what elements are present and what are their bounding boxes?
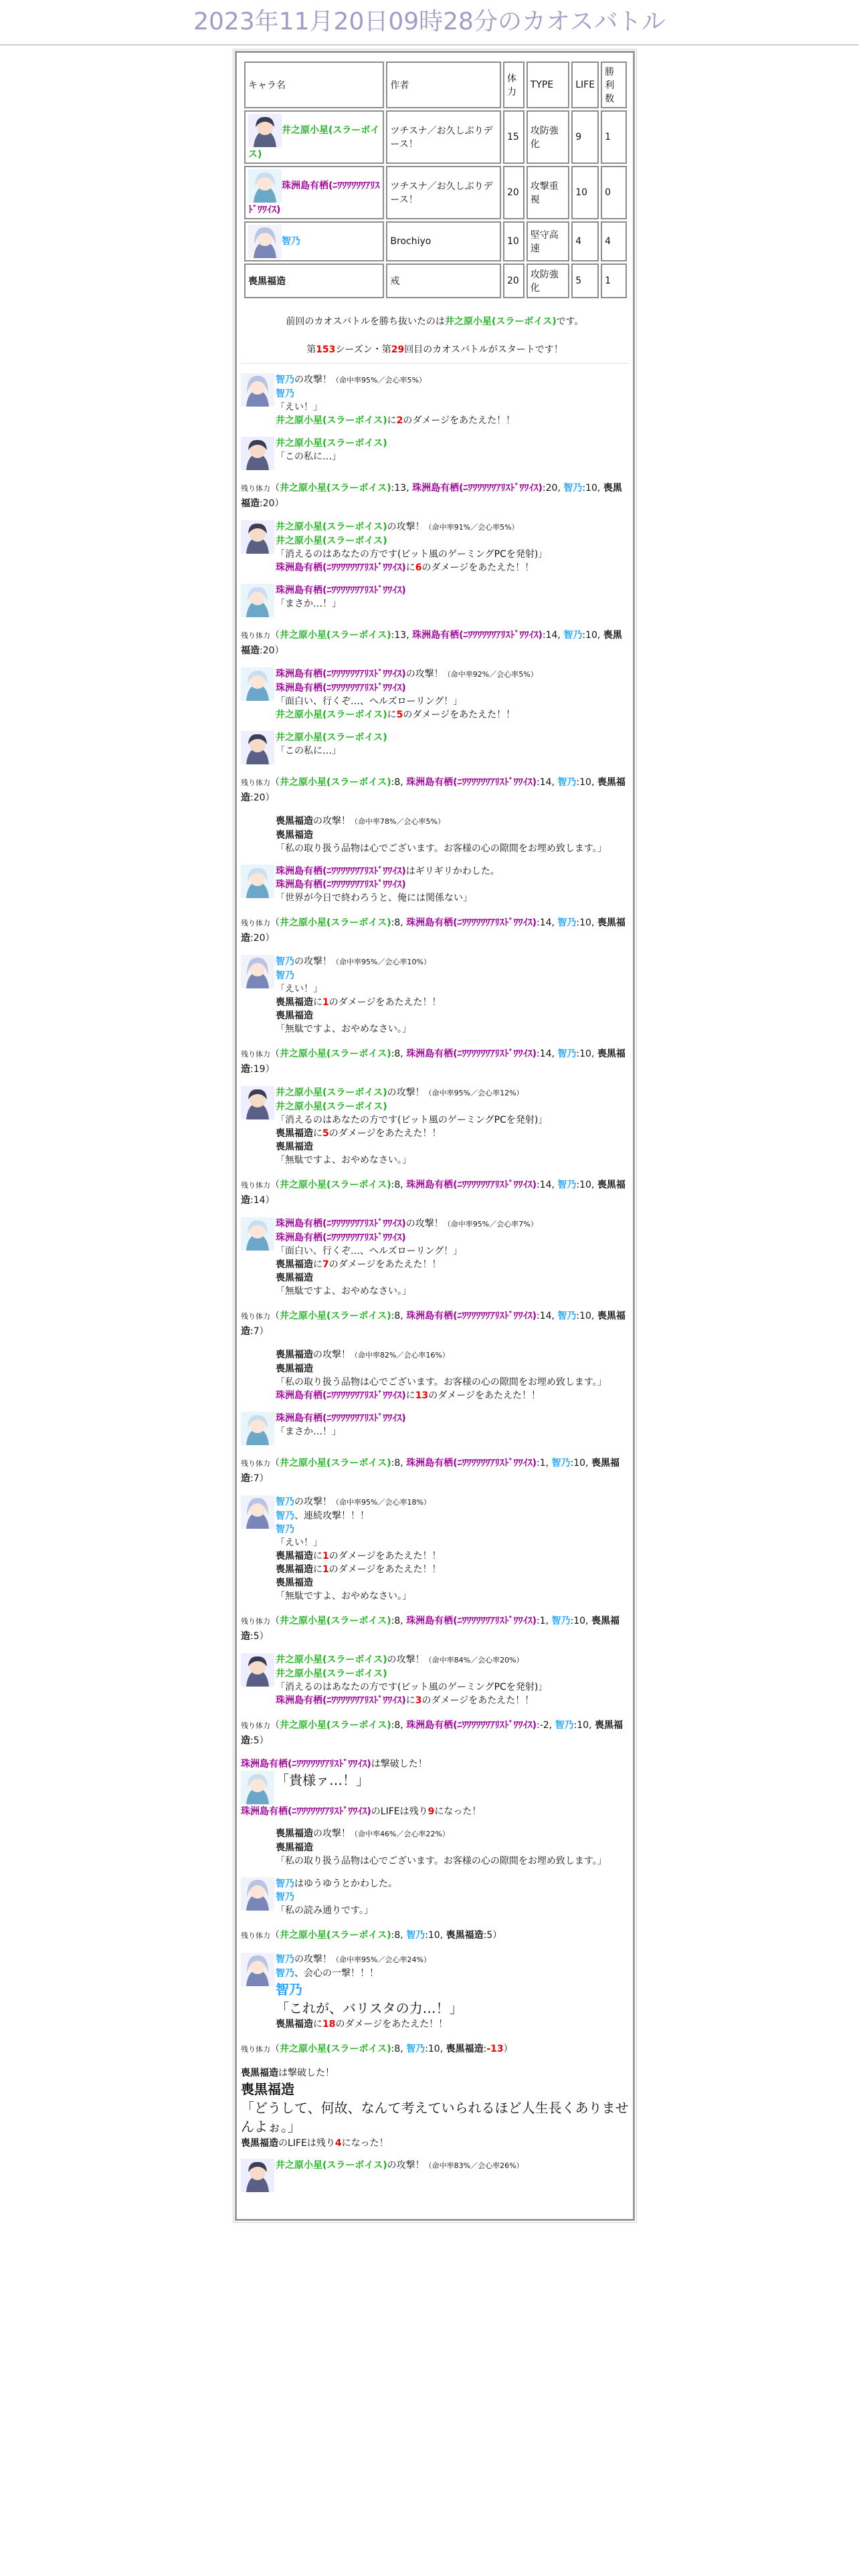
log-entry [241, 1877, 629, 1917]
log-entry: 珠洲島有栖(ﾆﾜﾜﾜﾜﾜﾜｱﾘｽﾄﾞﾜﾜｲｽ)の攻撃！（命中率95%／会心率7%） 珠洲島有栖(ﾆﾜﾜﾜﾜﾜﾜｱﾘｽﾄﾞﾜﾜｲｽ) 「面白い、行くぞ…、ヘルズローリング！」 喪黒福造に7のダメージをあたえた！！ 喪黒福造 「無駄ですよ、おやめなさい。」 [241, 1217, 629, 1298]
character-name: 珠洲島有栖(ﾆﾜﾜﾜﾜﾜﾜｱﾘｽﾄﾞﾜﾜｲｽ) [412, 630, 543, 641]
character-name: 珠洲島有栖(ﾆﾜﾜﾜﾜﾜﾜｱﾘｽﾄﾞﾜﾜｲｽ) [276, 1413, 406, 1424]
quote: 「私の読み通りです。」 [276, 1905, 373, 1916]
value: 13 [415, 1390, 429, 1401]
character-name: 珠洲島有栖(ﾆﾜﾜﾜﾜﾜﾜｱﾘｽﾄﾞﾜﾜｲｽ) [276, 1695, 406, 1706]
cell-author: 戒 [386, 263, 501, 298]
col-name: キャラ名 [244, 62, 384, 108]
character-name: 珠洲島有栖(ﾆﾜﾜﾜﾜﾜﾜｱﾘｽﾄﾞﾜﾜｲｽ) [241, 1806, 371, 1817]
damage-text: のダメージをあたえた！！ [328, 1564, 442, 1575]
log-entry [241, 2080, 629, 2099]
cell-wins: 1 [601, 263, 627, 298]
character-name: 井之原小星(スラーボイス) [280, 483, 391, 494]
character-avatar-icon [241, 1495, 274, 1529]
quote: 「えい！」 [276, 402, 322, 413]
character-name: 井之原小星(スラーボイス) [276, 415, 387, 426]
value: 1 [322, 997, 329, 1008]
attack-text: の攻撃！ [313, 1350, 351, 1360]
quote: 「この私に…」 [276, 746, 341, 756]
attack-text: の攻撃！ [313, 1828, 351, 1839]
remaining-hp-line: 残り体力（井之原小星(スラーボイス):8, 珠洲島有栖(ﾆﾜﾜﾜﾜﾜﾜｱﾘｽﾄﾞﾜﾜｲｽ):14, 智乃:10, 喪黒福造:7） [241, 1311, 626, 1337]
value: 18 [322, 2019, 336, 2030]
character-name: 喪黒福造 [276, 1010, 313, 1021]
character-name: 喪黒福造 [241, 2068, 278, 2078]
character-name: 喪黒福造 [276, 1142, 313, 1152]
character-name: 喪黒福造 [446, 2044, 484, 2054]
log-entry [241, 1771, 629, 1804]
cell-type: 攻防強化 [527, 110, 569, 164]
season-line: 第153シーズン・第29回目のカオスバトルがスタートです！ [306, 344, 563, 355]
combo-text: 、連続攻撃！！！ [294, 1511, 369, 1521]
character-name: 喪黒福造 [241, 2081, 294, 2097]
damage-text: のダメージをあたえた！！ [328, 1128, 442, 1139]
damage-text: のダメージをあたえた！！ [328, 997, 442, 1008]
character-name: 井之原小星(スラーボイス) [280, 1311, 391, 1321]
character-name: 井之原小星(スラーボイス) [280, 630, 391, 641]
hit-rate: （命中率83%／会心率26%） [424, 2161, 524, 2170]
character-name: 珠洲島有栖(ﾆﾜﾜﾜﾜﾜﾜｱﾘｽﾄﾞﾜﾜｲｽ) [276, 562, 406, 573]
value: 7 [322, 1259, 329, 1270]
status-table [242, 60, 629, 300]
character-name: 井之原小星(スラーボイス) [280, 1049, 391, 1059]
character-name: 智乃 [551, 1458, 571, 1469]
attack-text: の攻撃！ [405, 1218, 444, 1229]
quote: 「消えるのはあなたの方です(ビット風のゲーミングPCを発射)」 [276, 1115, 548, 1125]
character-name: 喪黒福造 [241, 630, 622, 656]
log-entry [241, 1412, 629, 1445]
character-name: 喪黒福造 [276, 1842, 313, 1853]
character-name: 井之原小星(スラーボイス) [280, 1180, 391, 1190]
character-name: 珠洲島有栖(ﾆﾜﾜﾜﾜﾜﾜｱﾘｽﾄﾞﾜﾜｲｽ) [276, 866, 406, 877]
quote: 「まさか…！」 [276, 599, 341, 609]
character-name: 喪黒福造 [276, 830, 313, 841]
critical-text: 、会心の一撃！！！ [294, 1968, 379, 1979]
character-name: 智乃 [563, 483, 583, 494]
character-name: 智乃 [557, 1049, 577, 1059]
character-name: 智乃 [276, 1968, 294, 1979]
quote: 「えい！」 [276, 984, 322, 994]
attack-text: の攻撃！ [387, 1087, 425, 1098]
character-name: 井之原小星(スラーボイス) [280, 1616, 391, 1626]
name-kosei: 井之原小星(スラーボイス) [248, 125, 380, 160]
character-name: 井之原小星(スラーボイス) [276, 710, 387, 720]
character-name: 井之原小星(スラーボイス) [280, 2044, 391, 2054]
character-name: 珠洲島有栖(ﾆﾜﾜﾜﾜﾜﾜｱﾘｽﾄﾞﾜﾜｲｽ) [406, 918, 537, 928]
character-name: 喪黒福造 [241, 483, 622, 509]
character-avatar-icon [241, 1653, 274, 1687]
col-type: TYPE [527, 62, 569, 108]
character-avatar-icon [241, 1771, 274, 1804]
character-name: 智乃 [276, 374, 294, 385]
character-name: 珠洲島有栖(ﾆﾜﾜﾜﾜﾜﾜｱﾘｽﾄﾞﾜﾜｲｽ) [276, 1390, 406, 1401]
quote: 「消えるのはあなたの方です(ビット風のゲーミングPCを発射)」 [276, 549, 548, 560]
battle-log [241, 373, 629, 2192]
quote: 「私の取り扱う品物は心でございます。お客様の心の隙間をお埋め致します。」 [276, 843, 607, 854]
character-name: 喪黒福造 [241, 2138, 278, 2149]
log-entry: 喪黒福造の攻撃！（命中率82%／会心率16%） 喪黒福造 「私の取り扱う品物は心でございます。お客様の心の隙間をお埋め致します。」 珠洲島有栖(ﾆﾜﾜﾜﾜﾜﾜｱﾘｽﾄﾞﾜﾜｲｽ)に13のダメージをあたえた！！ [241, 1348, 629, 1402]
log-entry [241, 2066, 629, 2080]
character-avatar-icon [241, 1953, 274, 1986]
character-name: 井之原小星(スラーボイス) [276, 536, 387, 546]
log-entry: 智乃の攻撃！（命中率95%／会心率24%） 智乃、会心の一撃！！！ 智乃 「これが、バリスタの力…！」 喪黒福造に18のダメージをあたえた！！ [241, 1953, 629, 2031]
log-entry [241, 584, 629, 617]
log-entry [241, 731, 629, 764]
value: 4 [335, 2138, 342, 2149]
character-name: 智乃 [406, 1930, 425, 1941]
character-name: 喪黒福造 [276, 1564, 313, 1575]
quote: 「無駄ですよ、おやめなさい。」 [276, 1591, 411, 1602]
hit-rate: （命中率46%／会心率22%） [351, 1830, 450, 1838]
character-name: 智乃 [276, 1954, 294, 1965]
character-name: 喪黒福造 [241, 1049, 626, 1075]
character-name: 珠洲島有栖(ﾆﾜﾜﾜﾜﾜﾜｱﾘｽﾄﾞﾜﾜｲｽ) [406, 777, 537, 788]
character-name: 珠洲島有栖(ﾆﾜﾜﾜﾜﾜﾜｱﾘｽﾄﾞﾜﾜｲｽ) [406, 1616, 537, 1626]
defeat-text: は撃破した！ [278, 2068, 335, 2078]
character-name: 井之原小星(スラーボイス) [276, 522, 387, 532]
value: 5 [322, 1128, 329, 1139]
character-avatar-icon [241, 437, 274, 470]
character-name: 喪黒福造 [276, 1273, 313, 1283]
value: 2 [396, 415, 403, 426]
character-name: 井之原小星(スラーボイス) [280, 1930, 391, 1941]
quote: 「私の取り扱う品物は心でございます。お客様の心の隙間をお埋め致します。」 [276, 1377, 607, 1388]
character-name: 井之原小星(スラーボイス) [280, 1458, 391, 1469]
quote: 「世界が今日で終わろうと、俺には関係ない」 [276, 893, 472, 903]
cell-name [244, 110, 384, 164]
character-name: 珠洲島有栖(ﾆﾜﾜﾜﾜﾜﾜｱﾘｽﾄﾞﾜﾜｲｽ) [406, 1049, 537, 1059]
character-name: 井之原小星(スラーボイス) [280, 918, 391, 928]
character-name: 智乃 [557, 918, 577, 928]
character-avatar-icon [241, 865, 274, 898]
life-text: のLIFEは残り [278, 2138, 335, 2149]
character-name: 智乃 [276, 1511, 294, 1521]
character-name: 井之原小星(スラーボイス) [280, 777, 391, 788]
attack-text: の攻撃！ [294, 956, 332, 967]
remaining-hp-line: 残り体力（井之原小星(スラーボイス):13, 珠洲島有栖(ﾆﾜﾜﾜﾜﾜﾜｱﾘｽﾄﾞﾜﾜｲｽ):14, 智乃:10, 喪黒福造:20） [241, 630, 622, 656]
character-name: 井之原小星(スラーボイス) [276, 1669, 387, 1679]
character-avatar-icon [241, 520, 274, 554]
remaining-hp-line: 残り体力（井之原小星(スラーボイス):8, 珠洲島有栖(ﾆﾜﾜﾜﾜﾜﾜｱﾘｽﾄﾞﾜﾜｲｽ):1, 智乃:10, 喪黒福造:5） [241, 1616, 619, 1642]
attack-text: の攻撃！ [405, 669, 444, 679]
character-name: 智乃 [557, 1311, 577, 1321]
hit-rate: （命中率95%／会心率18%） [332, 1498, 431, 1507]
dodge-text: はゆうゆうとかわした。 [294, 1879, 397, 1889]
character-name: 井之原小星(スラーボイス) [276, 732, 387, 743]
life-text: になった！ [434, 1806, 482, 1817]
remaining-hp-line: 残り体力（井之原小星(スラーボイス):8, 珠洲島有栖(ﾆﾜﾜﾜﾜﾜﾜｱﾘｽﾄﾞﾜﾜｲｽ):14, 智乃:10, 喪黒福造:14） [241, 1180, 626, 1206]
value: 9 [427, 1806, 435, 1817]
table-row [244, 221, 627, 261]
value: 1 [322, 1551, 329, 1562]
quote: 「まさか…！」 [276, 1426, 341, 1437]
character-name: 珠洲島有栖(ﾆﾜﾜﾜﾜﾜﾜｱﾘｽﾄﾞﾜﾜｲｽ) [276, 669, 406, 679]
character-name: 喪黒福造 [446, 1930, 484, 1941]
value: 3 [415, 1695, 422, 1706]
damage-text: のダメージをあたえた！！ [421, 1695, 535, 1706]
character-name: 珠洲島有栖(ﾆﾜﾜﾜﾜﾜﾜｱﾘｽﾄﾞﾜﾜｲｽ) [276, 879, 406, 890]
name-arisu: 珠洲島有栖(ﾆﾜﾜﾜﾜﾜﾜｱﾘｽﾄﾞﾜﾜｲｽ) [248, 181, 380, 215]
value: 1 [322, 1564, 329, 1575]
avatar-placeholder [241, 1827, 274, 1860]
col-life: LIFE [571, 62, 599, 108]
character-name: 智乃 [276, 1497, 294, 1507]
log-entry [241, 2099, 629, 2136]
page-header [0, 0, 859, 45]
hit-rate: （命中率95%／会心率24%） [332, 1955, 431, 1964]
attack-text: の攻撃！ [387, 1654, 425, 1665]
quote: 「この私に…」 [276, 451, 341, 462]
character-name: 珠洲島有栖(ﾆﾜﾜﾜﾜﾜﾜｱﾘｽﾄﾞﾜﾜｲｽ) [412, 483, 543, 494]
attack-text: の攻撃！ [294, 1497, 332, 1507]
character-name: 智乃 [276, 1524, 294, 1535]
character-avatar-icon [241, 731, 274, 764]
table-row [244, 166, 627, 219]
life-line [241, 2136, 629, 2149]
character-name: 珠洲島有栖(ﾆﾜﾜﾜﾜﾜﾜｱﾘｽﾄﾞﾜﾜｲｽ) [406, 1311, 537, 1321]
character-name: 喪黒福造 [241, 1458, 619, 1484]
character-name: 珠洲島有栖(ﾆﾜﾜﾜﾜﾜﾜｱﾘｽﾄﾞﾜﾜｲｽ) [406, 1180, 537, 1190]
previous-winner-line: 前回のカオスバトルを勝ち抜いたのは井之原小星(スラーボイス)です。 [286, 316, 584, 327]
col-author: 作者 [386, 62, 501, 108]
hit-rate: （命中率95%／会心率10%） [332, 958, 431, 966]
quote: 「無駄ですよ、おやめなさい。」 [276, 1024, 411, 1035]
character-name: 喪黒福造 [241, 1720, 623, 1746]
character-name: 喪黒福造 [241, 1180, 626, 1206]
cell-hp: 10 [503, 221, 524, 261]
log-entry: 井之原小星(スラーボイス)の攻撃！（命中率95%／会心率12%） 井之原小星(スラーボイス) 「消えるのはあなたの方です(ビット風のゲーミングPCを発射)」 喪黒福造に5のダメージをあたえた！！ 喪黒福造 「無駄ですよ、おやめなさい。」 [241, 1086, 629, 1167]
hit-rate: （命中率95%／会心率5%） [332, 376, 426, 385]
character-name: 井之原小星(スラーボイス) [276, 1654, 387, 1665]
remaining-hp-line: 残り体力（井之原小星(スラーボイス):8, 珠洲島有栖(ﾆﾜﾜﾜﾜﾜﾜｱﾘｽﾄﾞﾜﾜｲｽ):14, 智乃:10, 喪黒福造:20） [241, 918, 626, 944]
table-row [244, 110, 627, 164]
character-name: 智乃 [557, 777, 577, 788]
life-text: のLIFEは残り [371, 1806, 428, 1817]
cell-hp: 20 [503, 263, 524, 298]
quote: 「無駄ですよ、おやめなさい。」 [276, 1155, 411, 1166]
character-name: 珠洲島有栖(ﾆﾜﾜﾜﾜﾜﾜｱﾘｽﾄﾞﾜﾜｲｽ) [276, 683, 406, 693]
character-name: 喪黒福造 [276, 1350, 313, 1360]
quote: 「面白い、行くぞ…、ヘルズローリング！」 [276, 696, 463, 707]
character-name: 喪黒福造 [276, 1364, 313, 1374]
character-avatar-icon [241, 373, 274, 407]
damage-text: のダメージをあたえた！！ [421, 562, 535, 573]
hit-rate: （命中率82%／会心率16%） [351, 1351, 450, 1360]
name-chino: 智乃 [282, 236, 300, 247]
quote: 「貴様ァ…！」 [276, 1772, 369, 1788]
character-name: 智乃 [276, 389, 294, 399]
cell-wins: 4 [601, 221, 627, 261]
attack-text: の攻撃！ [313, 816, 351, 827]
character-name: 智乃 [276, 956, 294, 967]
cell-author: ツチスナ／お久しぶりデース！ [386, 166, 501, 219]
col-hp: 体力 [503, 62, 524, 108]
value: 5 [396, 710, 403, 720]
character-name: 喪黒福造 [241, 918, 626, 944]
cell-type: 攻撃重視 [527, 166, 569, 219]
character-name: 喪黒福造 [241, 1311, 626, 1337]
character-name: 喪黒福造 [276, 1551, 313, 1562]
log-entry [241, 2159, 629, 2192]
log-entry: 智乃の攻撃！（命中率95%／会心率10%） 智乃 「えい！」 喪黒福造に1のダメージをあたえた！！ 喪黒福造 「無駄ですよ、おやめなさい。」 [241, 955, 629, 1036]
character-name: 智乃 [276, 1879, 294, 1889]
hit-rate: （命中率84%／会心率20%） [424, 1656, 524, 1665]
hit-rate: （命中率92%／会心率5%） [443, 670, 538, 679]
character-avatar-icon [241, 584, 274, 617]
remaining-hp-line: 残り体力（井之原小星(スラーボイス):13, 珠洲島有栖(ﾆﾜﾜﾜﾜﾜﾜｱﾘｽﾄﾞﾜﾜｲｽ):20, 智乃:10, 喪黒福造:20） [241, 483, 622, 509]
defeat-text: は撃破した！ [371, 1759, 427, 1769]
cell-wins: 1 [601, 110, 627, 164]
damage-text: のダメージをあたえた！！ [335, 2019, 448, 2030]
cell-author: ツチスナ／お久しぶりデース！ [386, 110, 501, 164]
character-name: 喪黒福造 [276, 1578, 313, 1588]
damage-text: のダメージをあたえた！！ [403, 415, 516, 426]
character-name: 喪黒福造 [276, 1828, 313, 1839]
attack-text: の攻撃！ [387, 522, 425, 532]
character-name: 喪黒福造 [276, 816, 313, 827]
character-name: 井之原小星(スラーボイス) [276, 438, 387, 449]
damage-text: のダメージをあたえた！！ [403, 710, 516, 720]
character-name: 珠洲島有栖(ﾆﾜﾜﾜﾜﾜﾜｱﾘｽﾄﾞﾜﾜｲｽ) [276, 585, 406, 596]
attack-text: の攻撃！ [294, 1954, 332, 1965]
character-avatar-icon [241, 1877, 274, 1911]
hit-rate: （命中率95%／会心率12%） [424, 1089, 524, 1097]
quote: 「どうして、何故、なんて考えていられるほど人生長くありませんよぉ。」 [241, 2100, 629, 2135]
cell-wins: 0 [601, 166, 627, 219]
character-name: 智乃 [406, 2044, 425, 2054]
character-name: 喪黒福造 [241, 777, 626, 803]
log-entry: 井之原小星(スラーボイス)の攻撃！（命中率91%／会心率5%） 井之原小星(スラーボイス) 「消えるのはあなたの方です(ビット風のゲーミングPCを発射)」 珠洲島有栖(ﾆﾜﾜﾜﾜﾜﾜｱﾘｽﾄﾞﾜﾜｲｽ)に6のダメージをあたえた！！ [241, 520, 629, 574]
character-avatar-icon [241, 955, 274, 988]
page-title: 2023年11月20日09時28分のカオスバトル [193, 8, 666, 35]
log-entry: 井之原小星(スラーボイス)の攻撃！（命中率84%／会心率20%） 井之原小星(スラーボイス) 「消えるのはあなたの方です(ビット風のゲーミングPCを発射)」 珠洲島有栖(ﾆﾜﾜﾜﾜﾜﾜｱﾘｽﾄﾞﾜﾜｲｽ)に3のダメージをあたえた！！ [241, 1653, 629, 1707]
character-name: 智乃 [276, 1981, 302, 1998]
hit-rate: （命中率91%／会心率5%） [424, 523, 519, 532]
character-name: 珠洲島有栖(ﾆﾜﾜﾜﾜﾜﾜｱﾘｽﾄﾞﾜﾜｲｽ) [241, 1759, 371, 1769]
table-row [244, 263, 627, 298]
life-line [241, 1804, 629, 1818]
log-entry: 智乃の攻撃！（命中率95%／会心率18%） 智乃、連続攻撃！！！ 智乃 「えい！」 喪黒福造に1のダメージをあたえた！！ 喪黒福造に1のダメージをあたえた！！ 喪黒福造 「無駄ですよ、おやめなさい。」 [241, 1495, 629, 1603]
character-name: 智乃 [276, 1892, 294, 1903]
remaining-hp-line: 残り体力（井之原小星(スラーボイス):8, 珠洲島有栖(ﾆﾜﾜﾜﾜﾜﾜｱﾘｽﾄﾞﾜﾜｲｽ):1, 智乃:10, 喪黒福造:7） [241, 1458, 619, 1484]
character-name: 喪黒福造 [276, 2019, 313, 2030]
character-name: 珠洲島有栖(ﾆﾜﾜﾜﾜﾜﾜｱﾘｽﾄﾞﾜﾜｲｽ) [406, 1458, 537, 1469]
cell-life: 4 [571, 221, 599, 261]
character-avatar-icon [241, 2159, 274, 2192]
character-name: 智乃 [276, 970, 294, 981]
quote: 「消えるのはあなたの方です(ビット風のゲーミングPCを発射)」 [276, 1682, 548, 1693]
log-entry: 珠洲島有栖(ﾆﾜﾜﾜﾜﾜﾜｱﾘｽﾄﾞﾜﾜｲｽ)の攻撃！（命中率92%／会心率5%） 珠洲島有栖(ﾆﾜﾜﾜﾜﾜﾜｱﾘｽﾄﾞﾜﾜｲｽ) 「面白い、行くぞ…、ヘルズローリング！」 井之原小星(スラーボイス)に5のダメージをあたえた！！ [241, 667, 629, 722]
character-name: 珠洲島有栖(ﾆﾜﾜﾜﾜﾜﾜｱﾘｽﾄﾞﾜﾜｲｽ) [276, 1218, 406, 1229]
quote: 「私の取り扱う品物は心でございます。お客様の心の隙間をお埋め致します。」 [276, 1856, 607, 1866]
character-name: 智乃 [555, 1720, 574, 1731]
damage-text: のダメージをあたえた！！ [328, 1551, 442, 1562]
remaining-hp-line: 残り体力（井之原小星(スラーボイス):8, 珠洲島有栖(ﾆﾜﾜﾜﾜﾜﾜｱﾘｽﾄﾞﾜﾜｲｽ):14, 智乃:10, 喪黒福造:20） [241, 777, 626, 803]
name-mogu: 喪黒福造 [248, 276, 286, 287]
kosei-avatar-icon [248, 114, 282, 147]
attack-text: の攻撃！ [294, 374, 332, 385]
hit-rate: （命中率95%／会心率7%） [443, 1220, 538, 1228]
cell-author: Brochiyo [386, 221, 501, 261]
character-name: 喪黒福造 [276, 997, 313, 1008]
arisu-avatar-icon [248, 169, 282, 203]
damage-text: のダメージをあたえた！！ [328, 1259, 442, 1270]
log-entry [241, 1827, 629, 1868]
character-name: 井之原小星(スラーボイス) [276, 2160, 387, 2171]
dodge-text: はギリギリかわした。 [405, 866, 500, 877]
damage-text: のダメージをあたえた！！ [428, 1390, 541, 1401]
table-header-row [244, 62, 627, 108]
cell-name [244, 166, 384, 219]
battle-intro [241, 315, 629, 356]
remaining-hp-line: 残り体力（井之原小星(スラーボイス):8, 珠洲島有栖(ﾆﾜﾜﾜﾜﾜﾜｱﾘｽﾄﾞﾜﾜｲｽ):14, 智乃:10, 喪黒福造:19） [241, 1049, 626, 1075]
cell-type: 攻防強化 [527, 263, 569, 298]
cell-life: 9 [571, 110, 599, 164]
hit-rate: （命中率78%／会心率5%） [351, 817, 445, 826]
cell-life: 10 [571, 166, 599, 219]
cell-name [244, 263, 384, 298]
value: 6 [415, 562, 422, 573]
character-name: 智乃 [563, 630, 583, 641]
log-entry [241, 865, 629, 905]
character-name: 智乃 [557, 1180, 577, 1190]
character-name: 井之原小星(スラーボイス) [280, 1720, 391, 1731]
quote: 「面白い、行くぞ…、ヘルズローリング！」 [276, 1246, 463, 1257]
character-name: 喪黒福造 [276, 1128, 313, 1139]
log-entry: 智乃の攻撃！（命中率95%／会心率5%） 智乃 「えい！」 井之原小星(スラーボイス)に2のダメージをあたえた！！ [241, 373, 629, 427]
cell-name [244, 221, 384, 261]
avatar-placeholder [241, 815, 274, 848]
character-name: 智乃 [551, 1616, 571, 1626]
battle-panel [235, 51, 635, 2221]
cell-life: 5 [571, 263, 599, 298]
character-name: 珠洲島有栖(ﾆﾜﾜﾜﾜﾜﾜｱﾘｽﾄﾞﾜﾜｲｽ) [276, 1232, 406, 1243]
character-avatar-icon [241, 667, 274, 701]
quote: 「無駄ですよ、おやめなさい。」 [276, 1286, 411, 1297]
cell-hp: 15 [503, 110, 524, 164]
log-entry [241, 815, 629, 855]
character-avatar-icon [241, 1086, 274, 1119]
cell-type: 堅守高速 [527, 221, 569, 261]
character-name: 井之原小星(スラーボイス) [276, 1101, 387, 1112]
avatar-placeholder [241, 1348, 274, 1382]
character-name: 喪黒福造 [241, 1616, 619, 1642]
remaining-hp-line: 残り体力（井之原小星(スラーボイス):8, 智乃:10, 喪黒福造:5） [241, 1930, 502, 1941]
log-entry [241, 1757, 629, 1771]
character-name: 珠洲島有栖(ﾆﾜﾜﾜﾜﾜﾜｱﾘｽﾄﾞﾜﾜｲｽ) [406, 1720, 537, 1731]
character-avatar-icon [241, 1412, 274, 1445]
character-avatar-icon [241, 1217, 274, 1251]
remaining-hp-line: 残り体力（井之原小星(スラーボイス):8, 珠洲島有栖(ﾆﾜﾜﾜﾜﾜﾜｱﾘｽﾄﾞﾜﾜｲｽ):-2, 智乃:10, 喪黒福造:5） [241, 1720, 623, 1746]
remaining-hp-line: 残り体力（井之原小星(スラーボイス):8, 智乃:10, 喪黒福造:-13） [241, 2044, 513, 2054]
chino-avatar-icon [248, 225, 282, 258]
attack-text: の攻撃！ [387, 2160, 425, 2171]
col-wins: 勝利数 [601, 62, 627, 108]
quote: 「これが、バリスタの力…！」 [276, 2000, 463, 2016]
quote: 「えい！」 [276, 1537, 322, 1548]
life-text: になった！ [341, 2138, 389, 2149]
log-entry [241, 437, 629, 470]
value: -13 [486, 2044, 504, 2054]
cell-hp: 20 [503, 166, 524, 219]
character-name: 井之原小星(スラーボイス) [276, 1087, 387, 1098]
character-name: 喪黒福造 [276, 1259, 313, 1270]
